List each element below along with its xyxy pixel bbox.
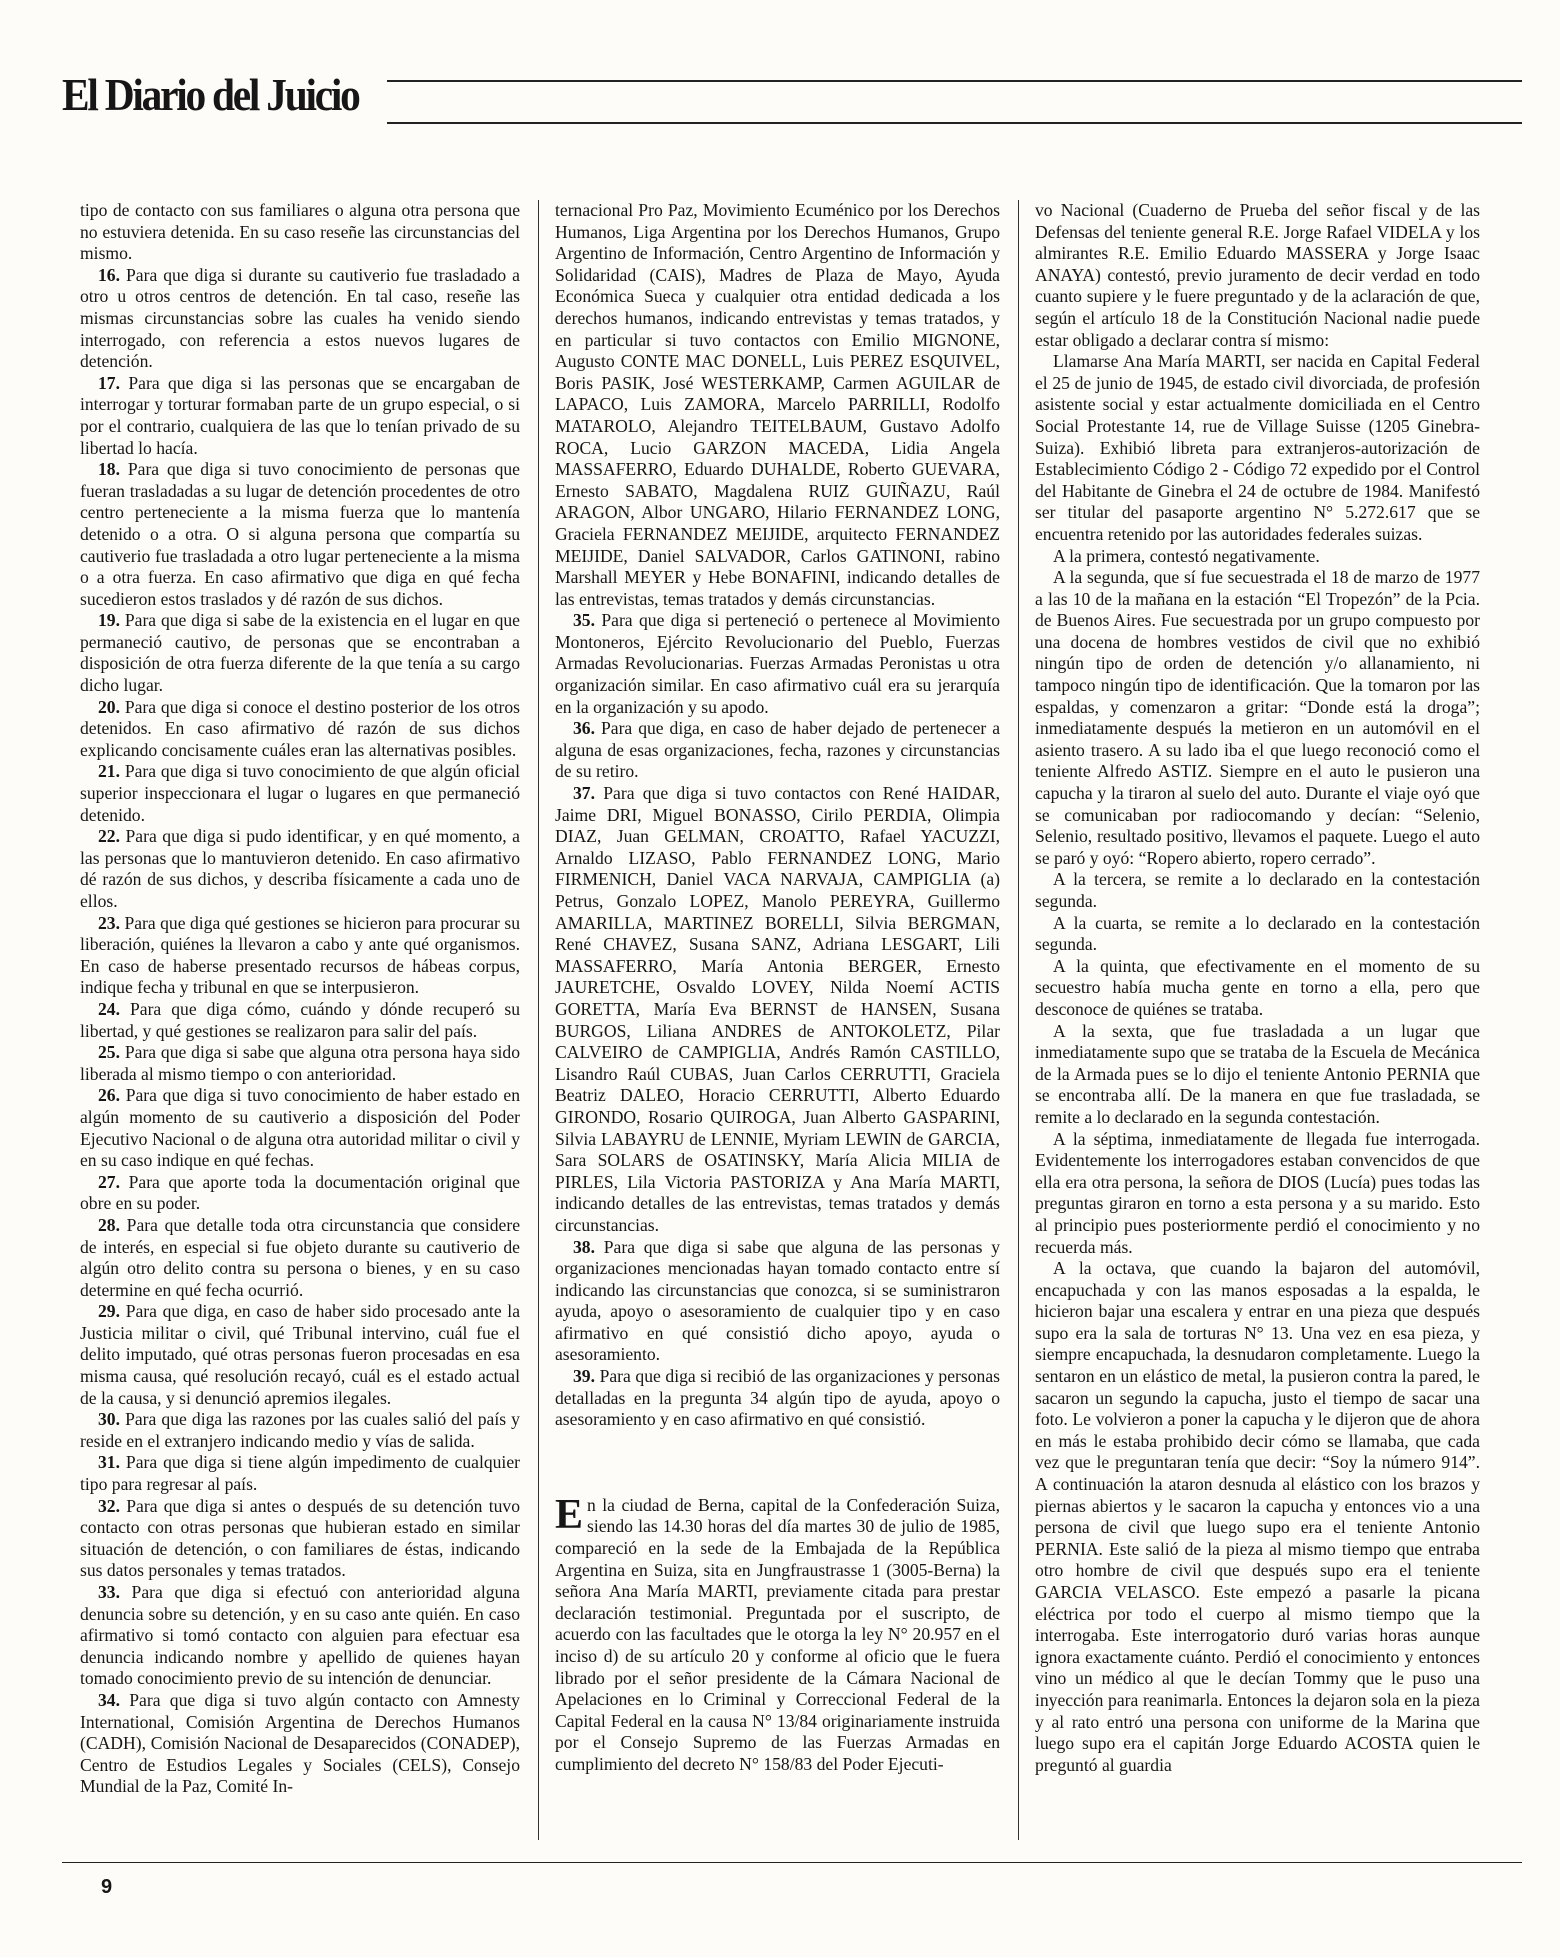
paragraph [1035, 1129, 1480, 1259]
text-column-1 [80, 200, 520, 1850]
page-number: 9 [101, 1876, 113, 1898]
paragraph-text: Para que diga si perteneció o pertenece al Movimiento Montoneros, Ejército Revolucionario del Pueblo, Fuerzas Armadas Revolucionarias. Fuerzas Armadas Peronistas u otra organización similar. En caso afirmativo cuál era su jerarquía en la organización y su apodo. [555, 610, 1000, 717]
paragraph [1035, 567, 1480, 869]
paragraph-text: Para que diga qué gestiones se hicieron para procurar su liberación, quiénes la llevaron a cabo y ante qué organismos. En caso de haberse presentado recursos de hábeas corpus, indique fecha y tribunal en que se interpusieron. [80, 912, 520, 998]
paragraph [555, 718, 1000, 783]
paragraph [555, 783, 1000, 1236]
paragraph-text: Llamarse Ana María MARTI, ser nacida en Capital Federal el 25 de junio de 1945, de estado civil divorciada, de profesión asistente social y estar actualmente domiciliada en el Centro Social Protestante 14, rue de Village Suisse (1205 Ginebra-Suiza). Exhibió libreta para extranjeros-autorización de Establecimiento Código 2 - Código 72 expedido por el Control del Habitante de Ginebra el 24 de octubre de 1984. Manifestó ser titular del pasaporte argentino N° 5.272.617 que se encuentra retenido por las autoridades federales suizas. [1035, 351, 1480, 544]
section-gap [555, 1431, 1000, 1495]
paragraph [80, 913, 520, 999]
paragraph-text: Para que diga si sabe que alguna de las personas y organizaciones mencionadas hayan tomado contacto entre sí indicando las circunstancias que conozca, si se suministraron ayuda, apoyo o asesoramiento de cualquier tipo y en caso afirmativo en qué consistió dicho apoyo, ayuda o asesoramiento. [555, 1236, 1000, 1365]
paragraph [80, 1042, 520, 1085]
paragraph-text: A la tercera, se remite a lo declarado en la contestación segunda. [1035, 869, 1480, 911]
masthead-rule-bottom [387, 122, 1522, 124]
question-number: 16. [98, 264, 120, 285]
paragraph [80, 761, 520, 826]
paragraph-text: Para que diga si durante su cautiverio fue trasladado a otro u otros centros de detención. En tal caso, reseñe las mismas circunstancias sobre las cuales ha venido siendo interrogado, con referencia a estos nuevos lugares de detención. [80, 264, 520, 372]
paragraph [80, 826, 520, 912]
paragraph [80, 610, 520, 696]
paragraph-text: A la cuarta, se remite a lo declarado en la contestación segunda. [1035, 912, 1480, 955]
paragraph-text: A la segunda, que sí fue secuestrada el 18 de marzo de 1977 a las 10 de la mañana en la estación “El Tropezón” de la Pcia. de Buenos Aires. Fue secuestrada por un grupo compuesto por una docena de hombres vestidos de civil que no exhibió ningún tipo de orden de detención y/o allanamiento, ni tampoco ningún tipo de identificación. Que la tomaron por las espaldas, y comenzaron a gritar: “Donde está la droga”; inmediatamente después la metieron en un automóvil en el asiento trasero. A su lado iba el que luego reconoció como el teniente Alfredo ASTIZ. Siempre en el auto le pusieron una capucha y la tiraron al suelo del auto. Durante el viaje oyó que se comunicaban por radiocomando y decían: “Selenio, Selenio, resultado positivo, llevamos el paquete. Luego el auto se paró y oyó: “Ropero abierto, ropero cerrado”. [1035, 567, 1480, 868]
question-number: 20. [98, 696, 120, 717]
question-number: 38. [573, 1236, 595, 1257]
paragraph [555, 200, 1000, 610]
paragraph-text: Para que diga si tuvo conocimiento de haber estado en algún momento de su cautiverio a disposición del Poder Ejecutivo Nacional o de alguna otra autoridad militar o civil y en su caso indique en qué fechas. [80, 1085, 520, 1171]
column-divider [538, 200, 539, 1840]
paragraph-text: Para que diga si efectuó con anterioridad alguna denuncia sobre su detención, y en su caso ante quién. En caso afirmativo si tomó contacto con alguien para efectuar esa denuncia indicando nombre y apellido de quienes hayan tomado conocimiento previo de su intención de denunciar. [80, 1582, 520, 1689]
paragraph-text: Para que diga si sabe de la existencia en el lugar en que permaneció cautivo, de personas que se encontraban a disposición de otra fuerza diferente de la que tenía a su cargo dicho lugar. [80, 610, 520, 696]
paragraph-text: A la quinta, que efectivamente en el momento de su secuestro había mucha gente en torno a ella, pero que desconoce de quiénes se trataba. [1035, 955, 1480, 1019]
paragraph-text: A la séptima, inmediatamente de llegada fue interrogada. Evidentemente los interrogadores estaban convencidos de que ella era otra persona, la señora de DIOS (Lucía) pues todas las preguntas giraron en torno a esta persona y a su marido. Esto al principio pues posteriormente perdió el conocimiento y no recuerda más. [1035, 1128, 1480, 1257]
paragraph [555, 1366, 1000, 1431]
question-number: 36. [573, 718, 595, 739]
paragraph-text: Para que diga, en caso de haber sido procesado ante la Justicia militar o civil, qué Tribunal intervino, cuál fue el delito imputado, qué otras personas fueron procesadas en esa misma causa, qué resolución recayó, cuál es el estado actual de la causa, y si denunció apremios ilegales. [80, 1301, 520, 1408]
drop-cap: E [555, 1491, 584, 1538]
question-number: 33. [98, 1582, 120, 1602]
paragraph-text: Para que diga, en caso de haber dejado de pertenecer a alguna de esas organizaciones, fecha, razones y circunstancias de su retiro. [555, 718, 1000, 782]
question-number: 30. [98, 1409, 120, 1430]
paragraph [555, 610, 1000, 718]
question-number: 21. [98, 761, 120, 782]
text-column-2 [555, 200, 1000, 1850]
paragraph [80, 697, 520, 762]
question-number: 31. [98, 1452, 120, 1473]
question-number: 25. [98, 1042, 120, 1063]
question-number: 24. [98, 998, 120, 1019]
deposition-lead-text: n la ciudad de Berna, capital de la Confederación Suiza, siendo las 14.30 horas del día martes 30 de julio de 1985, compareció en la sede de la Embajada de la República Argentina en Suiza, sita en Jungfraustrasse 1 (3005-Berna) la señora Ana María MARTI, previamente citada para prestar declaración testimonial. Preguntada por el suscripto, de acuerdo con las facultades que le otorga la ley N° 20.957 en el inciso d) de su artículo 20 y conforme al oficio que le fuera librado por el señor presidente de la Cámara Nacional de Apelaciones en lo Criminal y Correccional Federal de la Capital Federal en la causa N° 13/84 originariamente instruida por el Consejo Supremo de las Fuerzas Armadas en cumplimiento del decreto N° 158/83 del Poder Ejecuti- [555, 1494, 1000, 1774]
paragraph-text: Para que diga si recibió de las organizaciones y personas detalladas en la pregunta 34 algún tipo de ayuda, apoyo o asesoramiento y en caso afirmativo en qué consistió. [555, 1366, 1000, 1430]
paragraph [80, 1496, 520, 1582]
paragraph [80, 373, 520, 459]
paragraph-text: Para que diga si sabe que alguna otra persona haya sido liberada al mismo tiempo o con anterioridad. [80, 1042, 520, 1084]
paragraph-text: Para que diga si tuvo algún contacto con Amnesty International, Comisión Argentina de Derechos Humanos (CADH), Comisión Nacional de Desaparecidos (CONADEP), Centro de Estudios Legales y Sociales (CELS), Consejo Mundial de la Paz, Comité In- [80, 1689, 520, 1797]
question-number: 18. [98, 459, 120, 480]
paragraph [80, 999, 520, 1042]
paragraph-text: A la primera, contestó negativamente. [1053, 545, 1320, 566]
paragraph [80, 265, 520, 373]
paragraph [80, 1409, 520, 1452]
paragraph-text: A la octava, que cuando la bajaron del automóvil, encapuchada y con las manos esposadas a la espalda, le hicieron bajar una escalera y entrar en una pieza que después supo era la sala de torturas N° 13. Una vez en esa pieza, y siempre encapuchada, la desnudaron completamente. Luego la sentaron en un elástico de metal, la pusieron contra la pared, le sacaron un segundo la capucha, justo el tiempo de sacar una foto. Le volvieron a poner la capucha y le dijeron que de ahora en más le estaba prohibido decir cómo se llamaba, que cada vez que le preguntaran tenía que decir: “Soy la número 914”. A continuación la ataron desnuda al elástico con los brazos y piernas abiertos y le sacaron la capucha y entonces vio a una persona de civil que luego supo era el teniente Antonio PERNIA. Este salió de la pieza al mismo tiempo que entraba otro hombre de civil que después supo era el teniente GARCIA VELASCO. Este empezó a pasarle la picana eléctrica por todo el cuerpo al mismo tiempo que la interrogaba. Este interrogatorio duró varias horas aunque ignora exactamente cuánto. Perdió el conocimiento y entonces vino un médico al que le decían Tommy que le puso una inyección para reanimarla. Entonces la dejaron sola en la pieza y al rato entró una persona con uniforme de la Marina que luego supo era el capitán Jorge Eduardo ACOSTA quien le preguntó al guardia [1035, 1258, 1480, 1775]
question-number: 34. [98, 1689, 120, 1710]
paragraph [80, 1215, 520, 1301]
paragraph [1035, 200, 1480, 351]
deposition-lead [555, 1491, 1000, 1776]
paragraph-text: Para que diga las razones por las cuales salió del país y reside en el extranjero indicando medio y vías de salida. [80, 1409, 520, 1451]
question-number: 35. [573, 610, 595, 631]
paragraph [80, 1690, 520, 1798]
paragraph-text: Para que diga si tuvo conocimiento de personas que fueran trasladadas a su lugar de detención procedentes de otro centro perteneciente a la misma fuerza que lo mantenía detenido o a otra. O si alguna persona que compartía su cautiverio fue trasladada a otro lugar perteneciente a la misma o a otra fuerza. En caso afirmativo que diga en qué fecha sucedieron estos traslados y dé razón de sus dichos. [80, 459, 520, 609]
paragraph [80, 1085, 520, 1171]
paragraph [80, 1582, 520, 1690]
paragraph-text: Para que diga si tuvo conocimiento de que algún oficial superior inspeccionara el lugar o lugares en que permaneció detenido. [80, 761, 520, 825]
paragraph-text: vo Nacional (Cuaderno de Prueba del señor fiscal y de las Defensas del teniente general R.E. Jorge Rafael VIDELA y los almirantes R.E. Emilio Eduardo MASSERA y Jorge Isaac ANAYA) contestó, previo juramento de decir verdad en todo cuanto supiere y le fuere preguntado y de la aclaración de que, según el artículo 18 de la Constitución Nacional nadie puede estar obligado a declarar contra sí mismo: [1035, 200, 1480, 350]
paragraph-text: Para que diga si conoce el destino posterior de los otros detenidos. En caso afirmativo dé razón de sus dichos explicando concisamente cuáles eran las alternativas posibles. [80, 696, 520, 760]
paragraph-text: A la sexta, que fue trasladada a un lugar que inmediatamente supo que se trataba de la Escuela de Mecánica de la Armada pues se lo dijo el teniente Antonio PERNIA que se encontraba allí. De la manera en que fue trasladada, se remite a lo declarado en la segunda contestación. [1035, 1020, 1480, 1127]
question-number: 23. [98, 912, 120, 933]
paragraph [1035, 956, 1480, 1021]
paragraph-text: Para que diga si tuvo contactos con René HAIDAR, Jaime DRI, Miguel BONASSO, Cirilo PERDIA, Olimpia DIAZ, Juan GELMAN, CROATTO, Rafael YACUZZI, Arnaldo LIZASO, Pablo FERNANDEZ LONG, Mario FIRMENICH, Daniel VACA NARVAJA, CAMPIGLIA (a) Petrus, Gonzalo LOPEZ, Manolo PEREYRA, Guillermo AMARILLA, MARTINEZ BORELLI, Silvia BERGMAN, René CHAVEZ, Susana SANZ, Adriana LESGART, Lili MASSAFERRO, María Antonia BERGER, Ernesto JAURETCHE, Osvaldo LOVEY, Nilda Noemí ACTIS GORETTA, María Eva BERNST de HANSEN, Susana BURGOS, Liliana ANDRES de ANTOKOLETZ, Pilar CALVEIRO de CAMPIGLIA, Andrés Ramón CASTILLO, Lisandro Raúl CUBAS, Juan Carlos CERRUTTI, Graciela Beatriz DALEO, Horacio CERRUTTI, Alberto Eduardo GIRONDO, Rosario QUIROGA, Juan Alberto GASPARINI, Silvia LABAYRU de LENNIE, Myriam LEWIN de GARCIA, Sara SOLARS de OSATINSKY, María Alicia MILIA de PIRLES, Lila Victoria PASTORIZA y Ana María MARTI, indicando detalles de las entrevistas, temas tratados y demás circunstancias. [555, 783, 1000, 1235]
footer-rule [62, 1862, 1522, 1863]
paragraph [555, 1237, 1000, 1367]
paragraph-text: Para que diga cómo, cuándo y dónde recuperó su libertad, y qué gestiones se realizaron para salir del país. [80, 998, 520, 1041]
paragraph [80, 1172, 520, 1215]
paragraph-text: ternacional Pro Paz, Movimiento Ecuménico por los Derechos Humanos, Liga Argentina por los Derechos Humanos, Grupo Argentino de Información, Centro Argentino de Información y Solidaridad (CAIS), Madres de Plaza de Mayo, Ayuda Económica Sueca y cualquier otra entidad dedicada a los derechos humanos, indicando entrevistas y temas tratados, y en particular si tuvo contactos con Emilio MIGNONE, Augusto CONTE MAC DONELL, Luis PEREZ ESQUIVEL, Boris PASIK, José WESTERKAMP, Carmen AGUILAR de LAPACO, Luis ZAMORA, Marcelo PARRILLI, Rodolfo MATAROLO, Alejandro TEITELBAUM, Gustavo Adolfo ROCA, Lucio GARZON MACEDA, Lidia Angela MASSAFERRO, Eduardo DUHALDE, Roberto GUEVARA, Ernesto SABATO, Magdalena RUIZ GUIÑAZU, Raúl ARAGON, Albor UNGARO, Hilario FERNANDEZ LONG, Graciela FERNANDEZ MEIJIDE, arquitecto FERNANDEZ MEIJIDE, Daniel SALVADOR, Carlos GATINONI, rabino Marshall MEYER y Hebe BONAFINI, indicando detalles de las entrevistas, temas tratados y demás circunstancias. [555, 200, 1000, 609]
column-divider [1018, 200, 1019, 1840]
paragraph-text: Para que detalle toda otra circunstancia que considere de interés, en especial si fue objeto durante su cautiverio de algún otro delito contra su persona o bienes, y en su caso determine en qué fecha ocurrió. [80, 1214, 520, 1300]
question-number: 29. [98, 1301, 120, 1322]
paragraph-text: tipo de contacto con sus familiares o alguna otra persona que no estuviera detenida. En su caso reseñe las circunstancias del mismo. [80, 200, 520, 264]
question-number: 37. [573, 783, 595, 804]
question-number: 27. [98, 1171, 120, 1192]
paragraph-text: Para que diga si pudo identificar, y en qué momento, a las personas que lo mantuvieron detenido. En caso afirmativo dé razón de sus dichos, y describa físicamente a cada uno de ellos. [80, 826, 520, 911]
paragraph [80, 459, 520, 610]
question-number: 19. [98, 610, 120, 631]
question-number: 22. [98, 826, 120, 847]
question-number: 28. [98, 1214, 120, 1235]
question-number: 39. [573, 1366, 595, 1387]
paragraph [1035, 869, 1480, 912]
masthead-rule-top [387, 80, 1522, 82]
text-column-3 [1035, 200, 1480, 1850]
paragraph [1035, 1258, 1480, 1776]
paragraph [80, 1452, 520, 1495]
paragraph [1035, 1021, 1480, 1129]
paragraph-text: Para que diga si antes o después de su detención tuvo contacto con otras personas que hubieran estado en similar situación de detención, o con familiares de éstas, indicando sus datos personales y temas tratados. [80, 1495, 520, 1581]
question-number: 17. [98, 372, 120, 393]
paragraph [1035, 351, 1480, 545]
paragraph [80, 200, 520, 265]
paragraph [80, 1301, 520, 1409]
paragraph-text: Para que diga si las personas que se encargaban de interrogar y torturar formaban parte de un grupo especial, o si por el contrario, cualquiera de las que lo tenían privado de su libertad lo hacía. [80, 372, 520, 458]
question-number: 26. [98, 1085, 120, 1106]
paragraph [1035, 913, 1480, 956]
masthead [62, 64, 1522, 134]
paragraph-text: Para que diga si tiene algún impedimento de cualquier tipo para regresar al país. [80, 1452, 520, 1495]
paragraph [1035, 546, 1480, 568]
question-list [555, 200, 1000, 1431]
question-number: 32. [98, 1495, 120, 1516]
publication-title: El Diario del Juicio [62, 69, 359, 120]
paragraph-text: Para que aporte toda la documentación original que obre en su poder. [80, 1171, 520, 1214]
